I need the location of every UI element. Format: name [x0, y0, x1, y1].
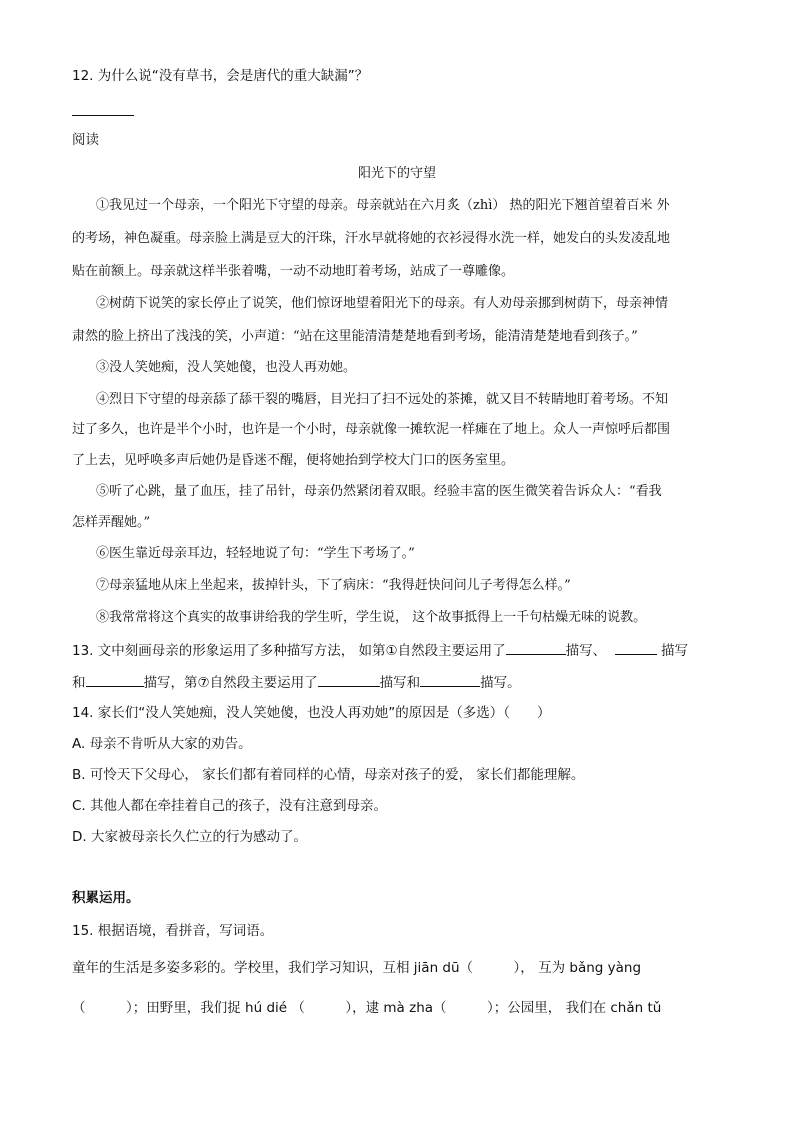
q13-blank-1[interactable]: [506, 640, 566, 655]
q13-blank-5[interactable]: [420, 672, 480, 687]
q14-option-a[interactable]: A. 母亲不肯听从大家的劝告。: [72, 736, 252, 752]
section-title: 积累运用。: [72, 890, 140, 906]
question-15-stem: 15. 根据语境，看拼音，写词语。: [72, 923, 274, 939]
q13-text-e: 描写，第⑦自然段主要运用了: [143, 675, 318, 691]
paragraph-5-line-1: ⑤听了心跳，量了血压，挂了吊针，母亲仍然紧闭着双眼。经验丰富的医生微笑着告诉众人：“看我: [96, 484, 662, 499]
question-13-line-2: [72, 672, 521, 693]
question-13-line-1: [72, 640, 688, 661]
paragraph-4-line-2: 过了多久，也许是半个小时，也许是一个小时，母亲就像一摊软泥一样瘫在了地上。众人一声惊呼后都围: [72, 422, 671, 437]
paragraph-1-line-3: 贴在前额上。母亲就这样半张着嘴，一动不动地盯着考场，站成了一尊雕像。: [72, 264, 515, 279]
q13-text-f: 描写和: [379, 675, 421, 691]
q13-blank-4[interactable]: [318, 672, 380, 687]
q14-option-c[interactable]: C. 其他人都在牵挂着自己的孩子，没有注意到母亲。: [72, 798, 388, 814]
q13-text-c: 描写: [661, 643, 689, 659]
paragraph-5-line-2: 怎样弄醒她。”: [72, 515, 151, 530]
q13-text-g: 描写。: [480, 675, 521, 691]
passage-title: 阳光下的守望: [357, 166, 436, 181]
paragraph-1-line-1: ①我见过一个母亲，一个阳光下守望的母亲。母亲就站在六月炙（zhì） 热的阳光下翘首望着百米 外: [96, 198, 670, 213]
paragraph-8: ⑧我常常将这个真实的故事讲给我的学生听，学生说， 这个故事抵得上一千句枯燥无味的说教。: [96, 610, 647, 625]
paragraph-4-line-3: 了上去，见呼唤多声后她仍是昏迷不醒，便将她抬到学校大门口的医务室里。: [72, 453, 515, 468]
q15-line-2: （ ）；田野里，我们捉 hú dié （ ），逮 mà zha（ ）；公园里， 我们在 chǎn tǔ: [72, 1000, 662, 1016]
q13-text-a: 13. 文中刻画母亲的形象运用了多种描写方法， 如第①自然段主要运用了: [72, 643, 506, 659]
paragraph-2-line-1: ②树荫下说笑的家长停止了说笑，他们惊讶地望着阳光下的母亲。有人劝母亲挪到树荫下，母亲神情: [96, 296, 669, 311]
question-14-stem: 14. 家长们“没人笑她痴，没人笑她傻，也没人再劝她”的原因是（多选）（ ）: [72, 705, 551, 721]
q13-text-b: 描写、: [565, 643, 607, 659]
q13-text-d: 和: [72, 675, 86, 691]
q14-option-b[interactable]: B. 可怜天下父母心， 家长们都有着同样的心情，母亲对孩子的爱， 家长们都能理解。: [72, 767, 585, 783]
paragraph-2-line-2: 肃然的脸上挤出了浅浅的笑，小声道：“站在这里能清清楚楚地看到考场，能清清楚楚地看到孩子。”: [72, 329, 638, 344]
paragraph-1-line-2: 的考场，神色凝重。母亲脸上满是豆大的汗珠，汗水早就将她的衣衫浸得水洗一样，她发白的头发凌乱地: [72, 231, 671, 246]
reading-label: 阅读: [72, 132, 99, 148]
q14-option-d[interactable]: D. 大家被母亲长久伫立的行为感动了。: [72, 829, 307, 845]
question-12: 12. 为什么说“没有草书，会是唐代的重大缺漏”？: [72, 68, 369, 84]
paragraph-6: ⑥医生靠近母亲耳边，轻轻地说了句：“学生下考场了。”: [96, 546, 415, 561]
q13-blank-2[interactable]: [615, 640, 657, 655]
paragraph-7: ⑦母亲猛地从床上坐起来，拔掉针头，下了病床：“我得赶快问问儿子考得怎么样。”: [96, 578, 571, 593]
q13-blank-3[interactable]: [86, 672, 144, 687]
answer-line[interactable]: [72, 115, 134, 116]
paragraph-3: ③没人笑她痴，没人笑她傻，也没人再劝她。: [96, 360, 357, 375]
paragraph-4-line-1: ④烈日下守望的母亲舔了舔干裂的嘴唇，目光扫了扫不远处的茶摊，就又目不转睛地盯着考场。不知: [96, 392, 669, 407]
q15-line-1: 童年的生活是多姿多彩的。学校里，我们学习知识，互相 jiān dū（ ）， 互为 bǎng yàng: [72, 960, 642, 976]
